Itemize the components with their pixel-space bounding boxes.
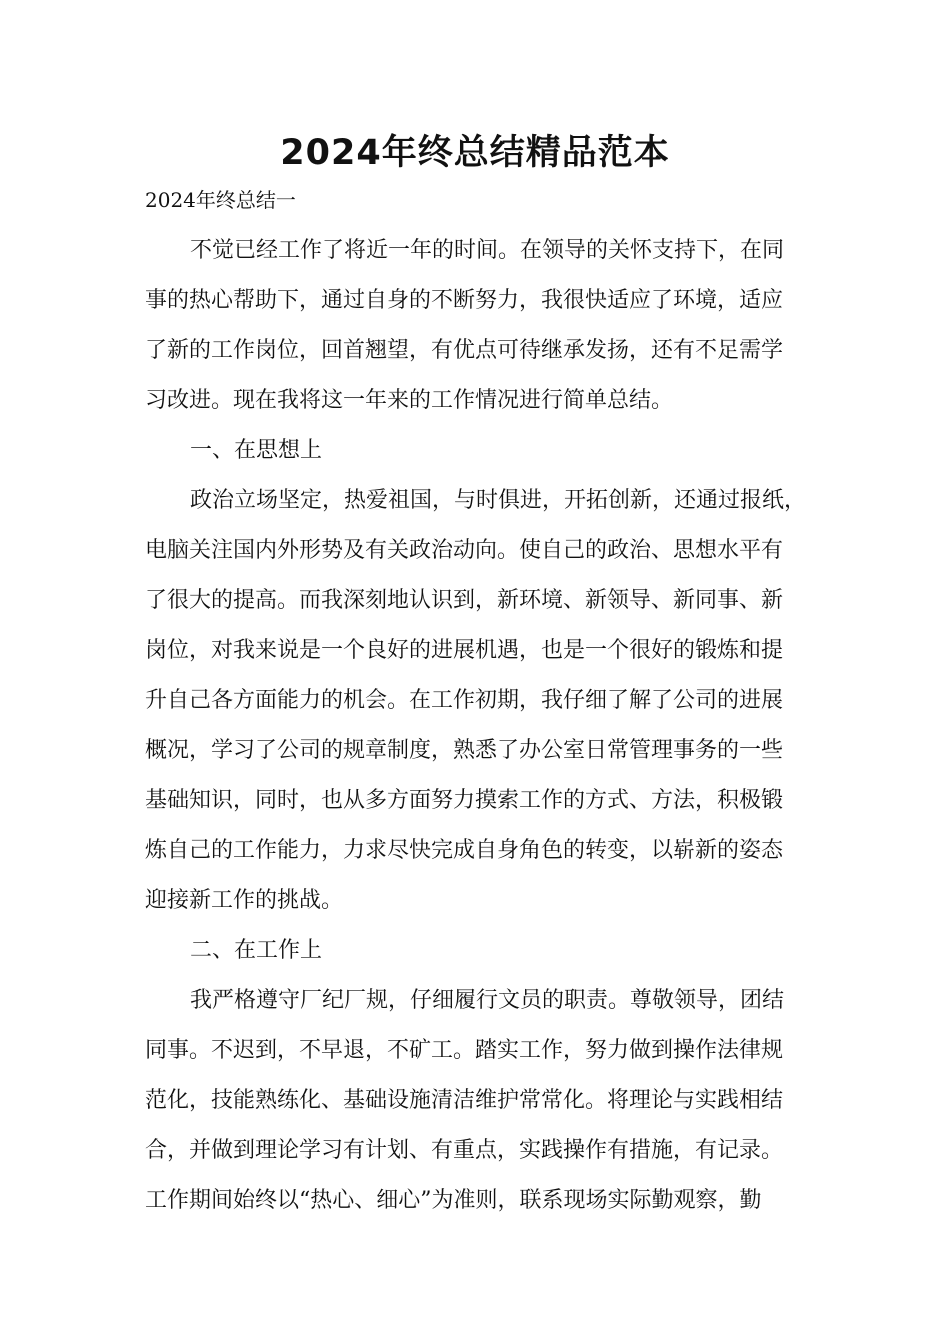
paragraph-line: 习改进。现在我将这一年来的工作情况进行简单总结。 bbox=[145, 388, 674, 413]
paragraph-line: 政治立场坚定，热爱祖国，与时俱进，开拓创新，还通过报纸， bbox=[190, 488, 807, 513]
paragraph-line: 炼自己的工作能力，力求尽快完成自身角色的转变，以崭新的姿态 bbox=[145, 838, 784, 863]
paragraph-line: 基础知识，同时，也从多方面努力摸索工作的方式、方法，积极锻 bbox=[145, 788, 784, 813]
paragraph-line: 范化，技能熟练化、基础设施清洁维护常常化。将理论与实践相结 bbox=[145, 1088, 784, 1113]
paragraph-line: 迎接新工作的挑战。 bbox=[145, 888, 344, 913]
paragraph-line: 岗位，对我来说是一个良好的进展机遇，也是一个很好的锻炼和提 bbox=[145, 638, 784, 663]
section-heading: 二、在工作上 bbox=[190, 938, 323, 963]
paragraph-line: 概况，学习了公司的规章制度，熟悉了办公室日常管理事务的一些 bbox=[145, 738, 784, 763]
paragraph-line: 了很大的提高。而我深刻地认识到，新环境、新领导、新同事、新 bbox=[145, 588, 784, 613]
paragraph-line: 电脑关注国内外形势及有关政治动向。使自己的政治、思想水平有 bbox=[145, 538, 784, 563]
paragraph-line: 合，并做到理论学习有计划、有重点，实践操作有措施，有记录。 bbox=[145, 1138, 784, 1163]
document-title: 2024年终总结精品范本 bbox=[280, 133, 670, 173]
document-body bbox=[145, 226, 835, 1226]
document-subtitle: 2024年终总结一 bbox=[145, 188, 296, 212]
paragraph-line: 不觉已经工作了将近一年的时间。在领导的关怀支持下，在同 bbox=[190, 238, 785, 263]
paragraph-line: 升自己各方面能力的机会。在工作初期，我仔细了解了公司的进展 bbox=[145, 688, 784, 713]
paragraph-line: 我严格遵守厂纪厂规，仔细履行文员的职责。尊敬领导，团结 bbox=[190, 988, 785, 1013]
paragraph-line: 同事。不迟到，不早退，不矿工。踏实工作，努力做到操作法律规 bbox=[145, 1038, 784, 1063]
paragraph-line: 工作期间始终以“热心、细心”为准则，联系现场实际勤观察，勤 bbox=[145, 1188, 762, 1213]
paragraph-line: 事的热心帮助下，通过自身的不断努力，我很快适应了环境，适应 bbox=[145, 288, 784, 313]
section-heading: 一、在思想上 bbox=[190, 438, 323, 463]
paragraph-line: 了新的工作岗位，回首翘望，有优点可待继承发扬，还有不足需学 bbox=[145, 338, 784, 363]
